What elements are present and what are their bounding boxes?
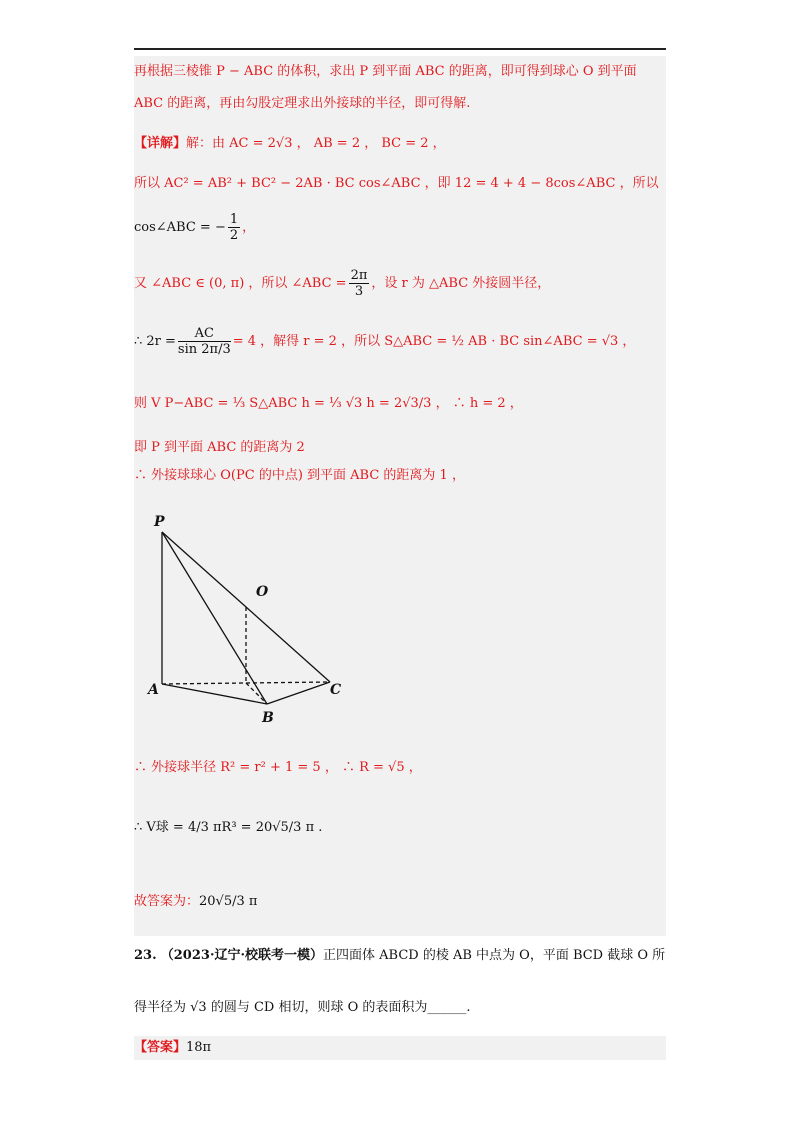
solution-line-7 [134, 322, 635, 362]
fraction-two-pi-over-three [349, 268, 370, 299]
question-line-2: 得半径为 √3 的圆与 CD 相切，则球 O 的表面积为______. [134, 1000, 471, 1015]
fraction-denominator: 2 [229, 228, 239, 243]
fraction-one-half [228, 212, 240, 243]
solution-line-3 [134, 134, 446, 154]
question-source: （2023·辽宁·校联考一模） [160, 948, 323, 963]
solution-line-13 [134, 892, 257, 912]
question-text-1: 正四面体 ABCD 的棱 AB 中点为 O，平面 BCD 截球 O 所 [323, 948, 666, 963]
label-c: C [330, 682, 342, 698]
fraction-denominator: sin 2π/3 [177, 342, 231, 357]
label-p: P [154, 514, 165, 530]
solution-line-1: 再根据三棱锥 P − ABC 的体积，求出 P 到平面 ABC 的距离，即可得到球心 O 到平面 [134, 64, 637, 79]
edge-bc [267, 682, 330, 704]
angle-range-text: 又 ∠ABC ∈ (0, π) ，所以 ∠ABC = [134, 276, 347, 291]
two-r-expression: ∴ 2r = [134, 334, 176, 349]
tetrahedron-diagram [140, 508, 360, 728]
edge-ab [162, 684, 267, 704]
solution-line-5 [134, 212, 255, 243]
answer-value: 18π [186, 1040, 212, 1055]
fraction-numerator: AC [178, 326, 231, 342]
area-text: = 4 ，解得 r = 2 ，所以 S△ABC = ½ AB · BC sin∠ABC = √3 ， [232, 334, 636, 349]
label-b: B [262, 710, 274, 726]
solution-line-12: ∴ V球 = 4/3 πR³ = 20√5/3 π . [134, 820, 323, 835]
comma: ， [242, 220, 256, 235]
solution-line-9: 即 P 到平面 ABC 的距离为 2 [134, 440, 305, 455]
solution-line-4: 所以 AC² = AB² + BC² − 2AB · BC cos∠ABC ，即 12 = 4 + 4 − 8cos∠ABC ，所以 [134, 176, 659, 191]
solution-line-8: 则 V P−ABC = ⅓ S△ABC h = ⅓ √3 h = 2√3/3 ， ∴ h = 2 ， [134, 396, 523, 411]
final-answer-label: 故答案为： [134, 894, 200, 909]
fraction-ac-over-sin [178, 326, 231, 357]
solution-line-2: ABC 的距离，再由勾股定理求出外接球的半径，即可得解. [134, 96, 471, 111]
detail-text: 解：由 AC = 2√3 ， AB = 2 ， BC = 2 ， [186, 136, 446, 151]
solution-line-11: ∴ 外接球半径 R² = r² + 1 = 5 ， ∴ R = √5 ， [134, 760, 422, 775]
edge-pb [162, 532, 267, 704]
answer-tag: 【答案】 [134, 1040, 187, 1055]
label-o: O [256, 584, 269, 600]
header-rule [134, 48, 666, 50]
fraction-numerator: 2π [350, 268, 368, 283]
question-line-1 [134, 946, 665, 966]
circumradius-text: ，设 r 为 △ABC 外接圆半径， [371, 276, 551, 291]
question-number: 23. [134, 948, 157, 963]
final-answer-value: 20√5/3 π [199, 894, 258, 909]
solution-line-6 [134, 268, 550, 300]
fraction-numerator: 1 [229, 212, 239, 227]
solution-line-10: ∴ 外接球球心 O(PC 的中点) 到平面 ABC 的距离为 1 ， [134, 468, 465, 483]
label-a: A [148, 682, 159, 698]
answer-panel [134, 1036, 666, 1060]
cos-expression: cos∠ABC = − [134, 220, 226, 235]
answer-line [134, 1038, 211, 1058]
detail-tag: 【详解】 [134, 136, 187, 151]
fraction-denominator: 3 [354, 284, 364, 299]
